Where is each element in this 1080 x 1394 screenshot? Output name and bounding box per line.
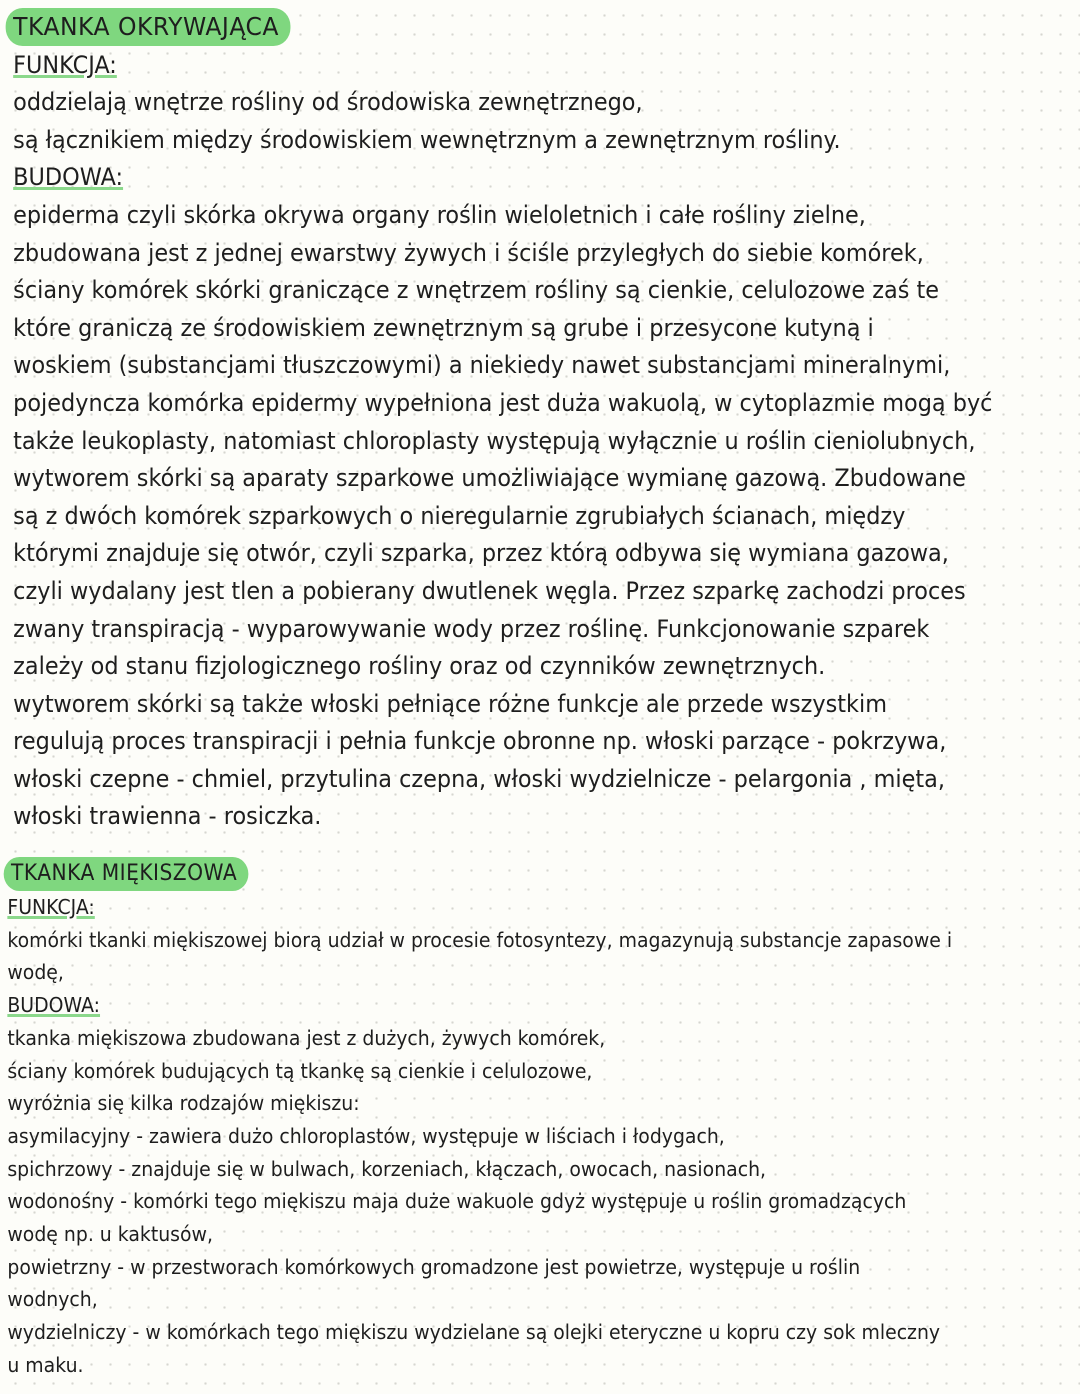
- structure-line: wyróżnia się kilka rodzajów miękiszu:: [7, 1091, 360, 1116]
- section-title-highlight: TKANKA OKRYWAJĄCA: [6, 8, 291, 46]
- structure-line: spichrzowy - znajduje się w bulwach, korzeniach, kłączach, owocach, nasionach,: [7, 1156, 767, 1181]
- structure-line: są z dwóch komórek szparkowych o nieregularnie zgrubiałych ścianach, między: [13, 501, 906, 530]
- structure-line: wytworem skórki są aparaty szparkowe umożliwiające wymianę gazową. Zbudowane: [13, 464, 966, 493]
- structure-line: włoski trawienna - rosiczka.: [13, 802, 322, 831]
- structure-line: wodonośny - komórki tego miękiszu maja duże wakuole gdyż występuje u roślin gromadzących: [7, 1189, 907, 1214]
- structure-line: które graniczą ze środowiskiem zewnętrznym są grube i przesycone kutyną i: [13, 313, 874, 342]
- structure-line: którymi znajduje się otwór, czyli szparka, przez którą odbywa się wymiana gazowa,: [13, 539, 949, 568]
- structure-label: BUDOWA:: [7, 993, 101, 1018]
- function-line: oddzielają wnętrze rośliny od środowiska zewnętrznego,: [13, 88, 643, 117]
- section-title-highlight: TKANKA MIĘKISZOWA: [4, 857, 249, 891]
- structure-label: BUDOWA:: [13, 163, 124, 192]
- structure-line: woskiem (substancjami tłuszczowymi) a niekiedy nawet substancjami mineralnymi,: [13, 351, 951, 380]
- structure-line: powietrzny - w przestworach komórkowych gromadzone jest powietrze, występuje u roślin: [7, 1254, 861, 1279]
- function-line: komórki tkanki miękiszowej biorą udział w procesie fotosyntezy, magazynują substancje zapasowe i: [7, 927, 953, 952]
- function-label: FUNKCJA:: [13, 50, 117, 79]
- structure-line: wydzielniczy - w komórkach tego miękiszu wydzielane są olejki eteryczne u kopru czy sok mleczny: [7, 1320, 941, 1345]
- section-title: [13, 8, 1015, 47]
- structure-line: włoski czepne - chmiel, przytulina czepna, włoski wydzielnicze - pelargonia , mięta,: [13, 764, 945, 793]
- structure-line: czyli wydalany jest tlen a pobierany dwutlenek węgla. Przez szparkę zachodzi proces: [13, 576, 966, 605]
- structure-line: ściany komórek skórki graniczące z wnętrzem rośliny są cienkie, celulozowe zaś te: [13, 276, 940, 305]
- section-tkanka-okrywajaca: [0, 8, 1015, 836]
- structure-line: tkanka miękiszowa zbudowana jest z dużych, żywych komórek,: [7, 1025, 606, 1050]
- structure-line: zależy od stanu fizjologicznego rośliny oraz od czynników zewnętrznych.: [13, 652, 826, 681]
- structure-line: epiderma czyli skórka okrywa organy roślin wieloletnich i całe rośliny zielne,: [13, 200, 866, 229]
- structure-line: wodę np. u kaktusów,: [7, 1222, 213, 1247]
- structure-line: wodnych,: [7, 1287, 98, 1312]
- structure-line: zwany transpiracją - wyparowywanie wody przez roślinę. Funkcjonowanie szparek: [13, 614, 930, 643]
- structure-line: także leukoplasty, natomiast chloroplasty występują wyłącznie u roślin cieniolubnych,: [13, 426, 976, 455]
- section-tkanka-miekiszowa: [0, 857, 994, 1382]
- structure-line: pojedyncza komórka epidermy wypełniona jest duża wakuolą, w cytoplazmie mogą być: [13, 388, 993, 417]
- function-line: wodę,: [7, 960, 64, 985]
- structure-line: ściany komórek budujących tą tkankę są cienkie i celulozowe,: [7, 1058, 593, 1083]
- section-title: [7, 857, 993, 891]
- structure-line: asymilacyjny - zawiera dużo chloroplastów, występuje w liściach i łodygach,: [7, 1123, 725, 1148]
- structure-line: regulują proces transpiracji i pełnia funkcje obronne np. włoski parzące - pokrzywa,: [13, 727, 947, 756]
- structure-line: u maku.: [7, 1352, 84, 1377]
- function-line: są łącznikiem między środowiskiem wewnętrznym a zewnętrznym rośliny.: [13, 125, 841, 154]
- structure-line: wytworem skórki są także włoski pełniące różne funkcje ale przede wszystkim: [13, 689, 888, 718]
- structure-line: zbudowana jest z jednej ewarstwy żywych i ściśle przyległych do siebie komórek,: [13, 238, 924, 267]
- function-label: FUNKCJA:: [7, 895, 95, 919]
